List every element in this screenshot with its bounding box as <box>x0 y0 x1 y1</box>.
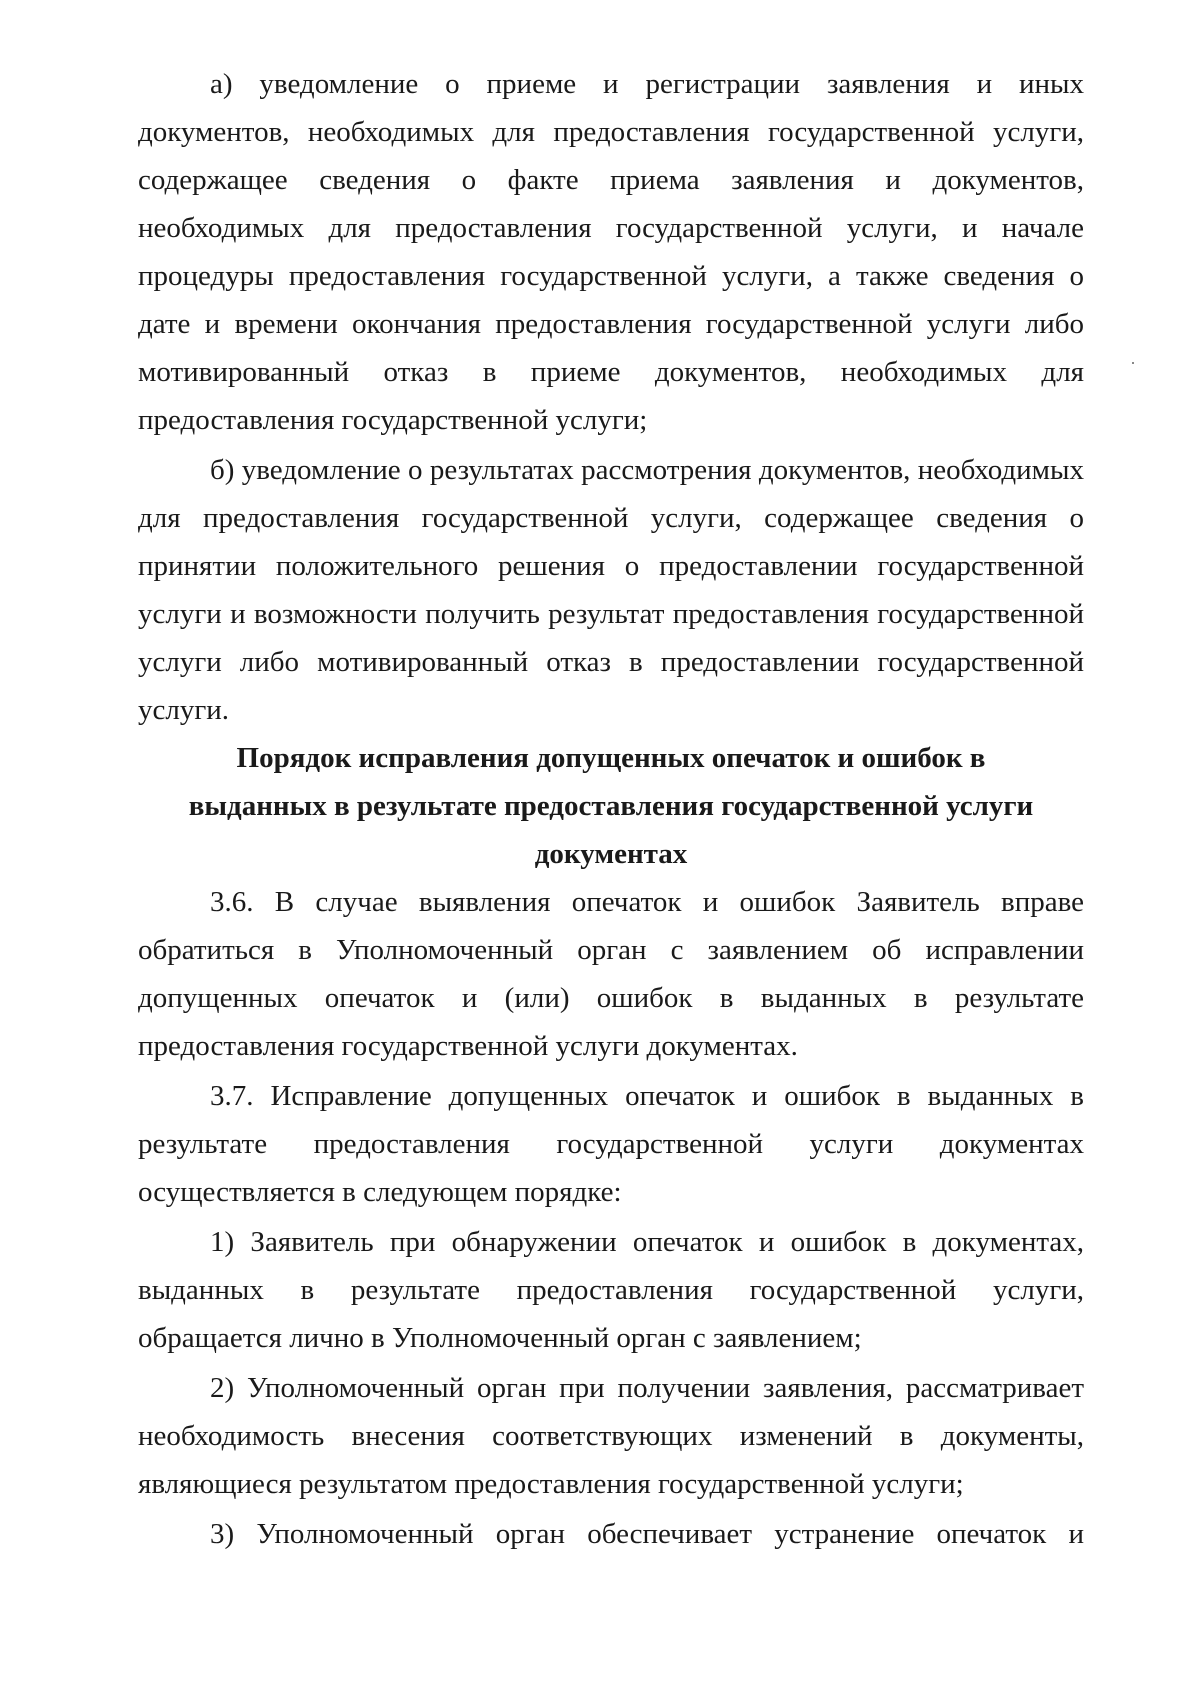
document-page <box>138 60 1084 1558</box>
paragraph-3-7: 3.7. Исправление допущенных опечаток и ошибок в выданных в результате предоставления государственной услуги документах осуществляется в следующем порядке: <box>138 1080 1084 1208</box>
paragraph-notification-a: а) уведомление о приеме и регистрации заявления и иных документов, необходимых для предоставления государственной услуги, содержащее сведения о факте приема заявления и документов, необходимых для предоставления государственной услуги, и начале процедуры предоставления государственной услуги, а также сведения о дате и времени окончания предоставления государственной услуги либо мотивированный отказ в приеме документов, необходимых для предоставления государственной услуги; <box>138 68 1084 436</box>
paragraph-notification-b: б) уведомление о результатах рассмотрения документов, необходимых для предоставления государственной услуги, содержащее сведения о принятии положительного решения о предоставлении государственной услуги и возможности получить результат предоставления государственной услуги либо мотивированный отказ в предоставлении государственной услуги. <box>138 454 1084 726</box>
scan-speck <box>1132 362 1134 364</box>
section-heading: Порядок исправления допущенных опечаток и ошибок в выданных в результате предоставления государственной услуги документах <box>188 742 1034 870</box>
paragraph-3-6: 3.6. В случае выявления опечаток и ошибок Заявитель вправе обратиться в Уполномоченный орган с заявлением об исправлении допущенных опечаток и (или) ошибок в выданных в результате предоставления государственной услуги документах. <box>138 886 1084 1062</box>
list-item-2: 2) Уполномоченный орган при получении заявления, рассматривает необходимость внесения соответствующих изменений в документы, являющиеся результатом предоставления государственной услуги; <box>138 1372 1084 1500</box>
list-item-3: 3) Уполномоченный орган обеспечивает устранение опечаток и <box>210 1518 1084 1550</box>
list-item-1: 1) Заявитель при обнаружении опечаток и ошибок в документах, выданных в результате предоставления государственной услуги, обращается лично в Уполномоченный орган с заявлением; <box>138 1226 1084 1354</box>
